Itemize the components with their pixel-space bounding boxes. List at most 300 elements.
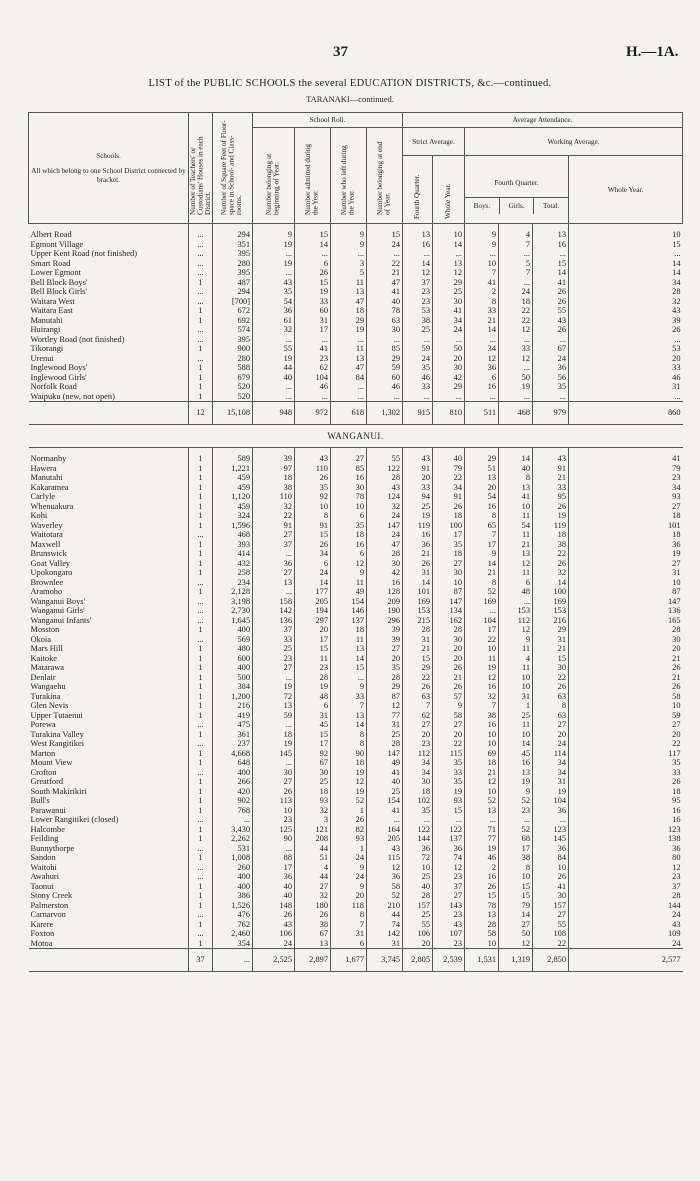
table-cell: 58	[367, 882, 403, 892]
total-cell: 972	[295, 402, 331, 425]
table-cell: 9	[465, 230, 499, 240]
table-cell: ...	[189, 325, 213, 335]
table-cell: 43	[367, 483, 403, 493]
table-cell: 23	[295, 663, 331, 673]
table-cell: 52	[465, 587, 499, 597]
table-cell: 72	[253, 692, 295, 702]
table-row	[29, 559, 683, 569]
table-cell: 43	[569, 920, 683, 930]
table-cell: 125	[253, 825, 295, 835]
table-cell: 47	[367, 540, 403, 550]
table-cell: 1	[189, 540, 213, 550]
strict-fourth-label: Fourth Quarter.	[412, 174, 421, 219]
table-cell: 23	[403, 739, 433, 749]
table-cell: 16	[331, 540, 367, 550]
table-cell: 26	[465, 882, 499, 892]
table-cell: ...	[569, 335, 683, 345]
table-cell: 35	[253, 287, 295, 297]
table-cell: 24	[403, 354, 433, 364]
table-cell: 164	[367, 825, 403, 835]
table-cell: 1	[189, 625, 213, 635]
table-row	[29, 749, 683, 759]
table-cell: 20	[403, 939, 433, 949]
table-cell: 296	[367, 616, 403, 626]
table-cell: 44	[295, 844, 331, 854]
school-name: Wangaehu	[30, 682, 66, 691]
table-cell: 4,668	[213, 749, 253, 759]
table-cell: 119	[533, 521, 569, 531]
table-row	[29, 872, 683, 882]
table-cell: 43	[533, 316, 569, 326]
school-name: Awahuri	[30, 872, 60, 881]
total-header: Total.	[542, 202, 560, 210]
table-cell: 65	[465, 521, 499, 531]
table-cell: 26	[569, 663, 683, 673]
table-cell: 15	[569, 240, 683, 250]
table-row	[29, 306, 683, 316]
table-cell: 12	[331, 777, 367, 787]
table-cell: 25	[367, 730, 403, 740]
roll-left-label: Number who left during the Year.	[339, 144, 356, 215]
table-cell: 21	[499, 540, 533, 550]
table-cell: 7	[465, 268, 499, 278]
table-cell: 1	[189, 796, 213, 806]
table-cell: 41	[569, 454, 683, 464]
table-cell: 43	[533, 454, 569, 464]
table-cell: 14	[533, 578, 569, 588]
table-cell: 2	[465, 287, 499, 297]
table-cell: 22	[367, 259, 403, 269]
table-cell: 27	[433, 720, 465, 730]
table-row	[29, 230, 683, 240]
table-cell: 27	[253, 663, 295, 673]
table-cell: 26	[295, 910, 331, 920]
school-name: Waitotara	[30, 530, 63, 539]
table-cell: 18	[433, 511, 465, 521]
table-cell: 11	[499, 644, 533, 654]
table-cell: 400	[213, 663, 253, 673]
table-cell: 1	[331, 806, 367, 816]
table-cell: 11	[499, 511, 533, 521]
table-cell: 13	[465, 910, 499, 920]
school-name: Stony Creek	[30, 891, 73, 900]
school-name: Manutahi	[30, 315, 63, 325]
strict-fourth-header	[403, 156, 433, 224]
table-cell: 30	[367, 559, 403, 569]
table-cell: 145	[253, 749, 295, 759]
table-cell: 18	[253, 473, 295, 483]
table-cell: 25	[403, 325, 433, 335]
table-cell: 37	[433, 882, 465, 892]
table-cell: 91	[403, 464, 433, 474]
table-cell: 92	[295, 492, 331, 502]
table-cell: 7	[499, 268, 533, 278]
table-cell: ...	[189, 872, 213, 882]
table-cell: 520	[213, 392, 253, 402]
table-cell: 14	[533, 268, 569, 278]
table-cell: 55	[533, 306, 569, 316]
table-cell: 395	[213, 268, 253, 278]
table-cell: 10	[499, 872, 533, 882]
table-cell: 569	[213, 635, 253, 645]
table-cell: ...	[367, 249, 403, 259]
table-cell: 26	[569, 325, 683, 335]
table-cell: 30	[433, 297, 465, 307]
table-cell: 8	[499, 863, 533, 873]
table-cell: 30	[569, 635, 683, 645]
table-cell: 48	[499, 587, 533, 597]
school-name: Glen Nevis	[30, 701, 69, 710]
table-cell: 23	[499, 806, 533, 816]
table-cell: 10	[499, 502, 533, 512]
table-cell: 5	[499, 259, 533, 269]
school-name: Smart Road	[30, 258, 71, 268]
table-cell: 26	[533, 559, 569, 569]
school-name: Waitohi	[30, 862, 57, 872]
table-cell: 37	[403, 278, 433, 288]
table-cell: 23	[403, 297, 433, 307]
table-cell: 9	[331, 230, 367, 240]
table-cell: 386	[213, 891, 253, 901]
table-row	[29, 796, 683, 806]
table-cell: 41	[499, 492, 533, 502]
table-cell: 1,645	[213, 616, 253, 626]
table-cell: 19	[403, 511, 433, 521]
table-cell: 80	[569, 853, 683, 863]
table-cell: 393	[213, 540, 253, 550]
table-cell: 147	[367, 749, 403, 759]
table-cell: 15	[533, 654, 569, 664]
table-cell: 153	[533, 606, 569, 616]
table-cell: 35	[295, 483, 331, 493]
table-cell: 36	[253, 559, 295, 569]
table-cell: ...	[295, 392, 331, 402]
table-cell: 19	[253, 240, 295, 250]
table-cell: 1,120	[213, 492, 253, 502]
table-cell: 7	[465, 530, 499, 540]
table-cell: 1	[189, 382, 213, 392]
table-cell: 52	[367, 891, 403, 901]
table-cell: 36	[253, 872, 295, 882]
table-cell: 40	[433, 454, 465, 464]
table-row	[29, 616, 683, 626]
school-name: Upper Kent Road (not finished)	[30, 249, 138, 258]
table-cell: 14	[403, 259, 433, 269]
table-cell: 10	[465, 730, 499, 740]
table-cell: 40	[403, 882, 433, 892]
table-cell: 26	[433, 682, 465, 692]
school-name: Maxwell	[30, 539, 61, 549]
table-cell: 14	[295, 578, 331, 588]
table-cell: 85	[331, 464, 367, 474]
table-cell: 27	[499, 920, 533, 930]
table-cell: 30	[367, 325, 403, 335]
table-cell: 27	[433, 559, 465, 569]
table-cell: ...	[367, 815, 403, 825]
table-cell: 24	[367, 511, 403, 521]
table-cell: 48	[295, 692, 331, 702]
table-cell: 19	[253, 259, 295, 269]
table-cell: 51	[295, 853, 331, 863]
table-cell: 43	[253, 920, 295, 930]
school-name: Sandon	[30, 853, 56, 862]
table-cell: 25	[499, 711, 533, 721]
school-name: Wortley Road (not finished)	[30, 334, 125, 344]
school-name: Waverley	[30, 520, 63, 530]
table-cell: 33	[433, 768, 465, 778]
table-cell: 1	[189, 825, 213, 835]
table-cell: 43	[433, 920, 465, 930]
table-cell: ...	[331, 382, 367, 392]
table-cell: 94	[403, 492, 433, 502]
table-row	[29, 344, 683, 354]
table-cell: ...	[189, 578, 213, 588]
table-cell: 11	[331, 278, 367, 288]
school-name: Wanganui Infants'	[30, 615, 92, 625]
table-cell: 8	[295, 511, 331, 521]
table-cell: 21	[465, 768, 499, 778]
table-cell: 39	[367, 635, 403, 645]
table-cell: 6	[295, 559, 331, 569]
table-cell: 24	[533, 739, 569, 749]
table-row	[29, 635, 683, 645]
table-cell: 91	[533, 464, 569, 474]
table-cell: 351	[213, 240, 253, 250]
table-cell: 1	[189, 483, 213, 493]
table-cell: 55	[253, 344, 295, 354]
table-cell: 15	[433, 806, 465, 816]
table-cell: 8	[465, 511, 499, 521]
table-cell: ...	[465, 606, 499, 616]
table-cell: 145	[533, 834, 569, 844]
table-cell: 11	[499, 530, 533, 540]
table-row	[29, 597, 683, 607]
table-cell: 25	[367, 787, 403, 797]
table-row	[29, 521, 683, 531]
table-cell: 459	[213, 483, 253, 493]
table-cell: 134	[433, 606, 465, 616]
table-cell: 33	[465, 306, 499, 316]
table-cell: 258	[213, 568, 253, 578]
table-cell: 36	[253, 306, 295, 316]
table-cell: 768	[213, 806, 253, 816]
table-cell: 23	[569, 473, 683, 483]
table-cell: 26	[533, 297, 569, 307]
table-cell: 52	[465, 796, 499, 806]
table-cell: 26	[533, 502, 569, 512]
table-cell: 18	[331, 625, 367, 635]
table-cell: 12	[499, 354, 533, 364]
table-cell: 400	[213, 768, 253, 778]
table-cell: 25	[403, 910, 433, 920]
table-cell: 1	[189, 663, 213, 673]
table-cell: 41	[533, 278, 569, 288]
table-cell: 110	[295, 464, 331, 474]
table-cell: 420	[213, 787, 253, 797]
table-cell: 1	[189, 777, 213, 787]
table-cell: ...	[367, 392, 403, 402]
table-cell: 10	[499, 682, 533, 692]
school-name: Bell Block Boys'	[30, 277, 88, 287]
table-cell: 119	[403, 521, 433, 531]
table-cell: 41	[533, 882, 569, 892]
table-cell: 1	[189, 758, 213, 768]
school-name: Bull's	[30, 796, 50, 805]
table-cell: 19	[253, 682, 295, 692]
table-cell: 24	[569, 939, 683, 949]
table-cell: 6	[499, 578, 533, 588]
table-cell: 29	[367, 354, 403, 364]
table-cell: 395	[213, 335, 253, 345]
fourth-quarter-label: Fourth Quarter.	[465, 165, 568, 198]
table-cell: 59	[403, 344, 433, 354]
table-cell: 395	[213, 249, 253, 259]
total-cell: 1,302	[367, 402, 403, 425]
table-cell: 24	[331, 872, 367, 882]
total-cell: 2,805	[403, 949, 433, 972]
table-cell: 22	[253, 511, 295, 521]
table-cell: 12	[499, 559, 533, 569]
total-cell: 468	[499, 402, 533, 425]
table-cell: ...	[189, 249, 213, 259]
table-cell: ...	[499, 392, 533, 402]
table-cell: 67	[533, 344, 569, 354]
table-cell: 45	[499, 749, 533, 759]
table-cell: 32	[295, 806, 331, 816]
table-cell: 6	[331, 549, 367, 559]
roll-begin-header	[253, 128, 295, 224]
table-cell: 1	[189, 787, 213, 797]
table-cell: 15	[295, 230, 331, 240]
table-cell: ...	[569, 392, 683, 402]
table-cell: 27	[331, 454, 367, 464]
table-cell: 121	[295, 825, 331, 835]
school-name: Waitara East	[30, 306, 73, 315]
table-cell: 762	[213, 920, 253, 930]
table-cell: 16	[465, 872, 499, 882]
table-cell: 28	[569, 287, 683, 297]
table-cell: 12	[367, 863, 403, 873]
table-cell: 672	[213, 306, 253, 316]
table-cell: 459	[213, 473, 253, 483]
table-cell: 294	[213, 230, 253, 240]
school-name: Motoa	[30, 938, 53, 948]
table-cell: 101	[403, 587, 433, 597]
table-cell: 1	[189, 692, 213, 702]
table-cell: 147	[569, 597, 683, 607]
table-cell: 19	[465, 663, 499, 673]
table-cell: 42	[367, 568, 403, 578]
table-cell: 33	[253, 635, 295, 645]
table-cell: 29	[403, 663, 433, 673]
table-cell: 10	[433, 578, 465, 588]
table-cell: 520	[213, 382, 253, 392]
table-cell: 19	[499, 382, 533, 392]
table-cell: 22	[533, 673, 569, 683]
table-cell: 34	[433, 316, 465, 326]
table-cell: ...	[331, 392, 367, 402]
table-cell: 56	[533, 373, 569, 383]
table-cell: 20	[569, 354, 683, 364]
table-cell: 46	[569, 373, 683, 383]
table-cell: 115	[433, 749, 465, 759]
table-cell: 82	[331, 825, 367, 835]
table-cell: 16	[403, 240, 433, 250]
table-cell: 11	[499, 663, 533, 673]
square-feet-label: Number of Square Feet of Floor-space in School- and Class-rooms.	[220, 120, 244, 215]
table-cell: 15	[295, 644, 331, 654]
table-cell: 23	[253, 654, 295, 664]
table-cell: 15	[499, 882, 533, 892]
table-cell: 1	[189, 853, 213, 863]
table-cell: 209	[367, 597, 403, 607]
table-cell: 1	[189, 891, 213, 901]
table-cell: 14	[403, 578, 433, 588]
table-cell: 106	[253, 929, 295, 939]
table-cell: ...	[189, 863, 213, 873]
table-cell: 648	[213, 758, 253, 768]
table-cell: 13	[533, 230, 569, 240]
working-average-header: Working Average.	[465, 128, 683, 156]
table-cell: ...	[367, 335, 403, 345]
school-name: Whenuakura	[30, 501, 74, 511]
table-cell: 30	[533, 891, 569, 901]
table-cell: ...	[253, 335, 295, 345]
table-cell: [700]	[213, 297, 253, 307]
table-cell: 21	[403, 549, 433, 559]
total-cell: 2,539	[433, 949, 465, 972]
table-cell: 27	[253, 777, 295, 787]
table-cell: 21	[533, 644, 569, 654]
table-row	[29, 502, 683, 512]
table-cell: 95	[569, 796, 683, 806]
table-cell: 53	[403, 306, 433, 316]
table-cell: 43	[403, 454, 433, 464]
table-cell: 50	[499, 929, 533, 939]
table-cell: 14	[331, 720, 367, 730]
school-name: Carnarvon	[30, 910, 66, 919]
table-cell: 29	[331, 316, 367, 326]
table-cell: 25	[295, 777, 331, 787]
table-cell: 115	[367, 853, 403, 863]
table-cell: 41	[367, 287, 403, 297]
table-cell: 93	[433, 796, 465, 806]
table-cell: 9	[331, 863, 367, 873]
table-cell: 51	[465, 464, 499, 474]
table-cell: 34	[533, 768, 569, 778]
table-cell: 17	[433, 530, 465, 540]
school-name: Waipuku (new, not open)	[30, 391, 115, 401]
table-row	[29, 568, 683, 578]
table-cell: 17	[295, 325, 331, 335]
table-cell: 12	[331, 559, 367, 569]
table-row	[29, 540, 683, 550]
table-cell: 12	[499, 939, 533, 949]
table-cell: 154	[367, 796, 403, 806]
table-cell: 101	[569, 521, 683, 531]
table-cell: 26	[533, 287, 569, 297]
table-row	[29, 910, 683, 920]
table-cell: 1	[189, 749, 213, 759]
table-cell: 1	[189, 882, 213, 892]
table-cell: 13	[331, 354, 367, 364]
total-label-cell	[29, 402, 189, 425]
table-cell: 20	[403, 473, 433, 483]
table-cell: 588	[213, 363, 253, 373]
table-row	[29, 473, 683, 483]
table-cell: 12	[465, 777, 499, 787]
table-cell: 468	[213, 530, 253, 540]
